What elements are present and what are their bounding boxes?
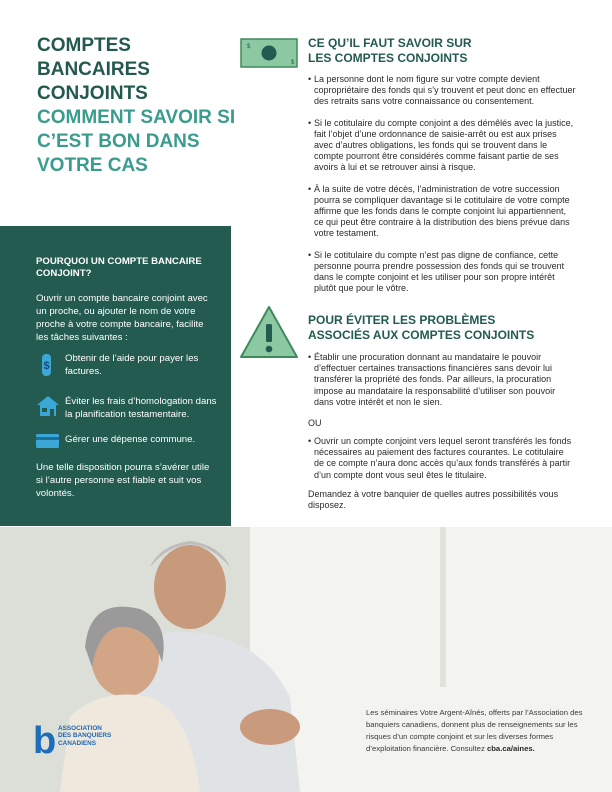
- logo-line-1: ASSOCIATION: [58, 725, 102, 732]
- section-know-title-line-1: CE QU’IL FAUT SAVOIR SUR: [308, 36, 472, 50]
- list-item: • Si le cotitulaire du compte n’est pas digne de confiance, cette personne pourra prendre possession des fonds qui se trouvent dans le compte conjoint et les utiliser pour son propre intérêt plutôt que pour le vôtre.: [308, 250, 576, 295]
- money-bag-icon: [36, 352, 60, 376]
- list-item: • Établir une procuration donnant au mandataire le pouvoir d’effectuer certaines transactions financières sans devoir lui transférer la propriété des fonds. Par ailleurs, la procuration impose au mandataire la responsabilité d’utiliser son pouvoir dans votre intérêt et non le sien.: [308, 352, 576, 408]
- section-know-title-line-2: LES COMPTES CONJOINTS: [308, 51, 468, 65]
- svg-text:$: $: [247, 44, 251, 50]
- sidebar-item-text: Obtenir de l’aide pour payer les factures.: [65, 353, 199, 377]
- list-item: • La personne dont le nom figure sur votre compte devient copropriétaire des fonds qui s’y trouvent et peut donc en effectuer des retraits sans votre connaissance ou consentement.: [308, 74, 576, 108]
- page-title: [37, 34, 237, 178]
- section-avoid-title-line-1: POUR ÉVITER LES PROBLÈMES: [308, 313, 496, 327]
- section-know-list: [308, 74, 576, 294]
- title-line-1: COMPTES BANCAIRES CONJOINTS: [37, 35, 150, 104]
- caption-text: Les séminaires Votre Argent-Aînés, offerts par l’Association des banquiers canadiens, donnent plus de renseignements sur les risques d’un compte conjoint et sur les diverses formes d’exploitation financière. Consultez: [366, 708, 583, 753]
- section-avoid-list-2: [308, 436, 576, 481]
- list-item: • Si le cotitulaire du compte conjoint a des démêlés avec la justice, fait l’objet d’une ordonnance de saisie-arrêt ou est aux prises avec d’autres obligations, les fonds qui se trouvent dans le compte pourront être considérés comme faisant partie de ses avoirs à lui et se retrouver ainsi à risque.: [308, 118, 576, 174]
- svg-text:$: $: [43, 360, 50, 372]
- cba-link[interactable]: cba.ca/aines.: [486, 744, 535, 753]
- sidebar-item-text: Gérer une dépense commune.: [65, 434, 196, 445]
- or-separator: OU: [308, 418, 322, 428]
- cba-logo: b: [33, 720, 57, 762]
- section-avoid-list-1: [308, 352, 576, 408]
- section-avoid-title: [308, 313, 568, 343]
- sidebar-outro: Une telle disposition pourra s’avérer utile si l’autre personne est fiable et suit vos volontés.: [36, 462, 210, 499]
- list-item: • À la suite de votre décès, l’administration de votre succession pourra se compliquer davantage si le cotitulaire de votre compte affirme que les fonds dans le compte conjoint lui appartiennent, ce qui peut être contraire à la distribution des biens prévue dans votre testament.: [308, 184, 576, 240]
- svg-text:$: $: [291, 60, 295, 66]
- warning-icon: [238, 304, 300, 365]
- sidebar-intro: Ouvrir un compte bancaire conjoint avec un proche, ou ajouter le nom de votre proche à votre compte bancaire, facilite les tâches suivantes :: [36, 293, 208, 343]
- title-line-2: COMMENT SAVOIR SI C’EST BON DANS VOTRE CAS: [37, 107, 236, 176]
- cba-logo-text: [58, 725, 128, 747]
- credit-card-icon: [36, 433, 60, 457]
- logo-line-2: DES BANQUIERS: [58, 732, 112, 740]
- section-know-title: [308, 36, 568, 66]
- logo-line-3: CANADIENS: [58, 739, 96, 747]
- closing-paragraph: Demandez à votre banquier de quelles autres possibilités vous disposez.: [308, 489, 559, 511]
- sidebar-heading: POURQUOI UN COMPTE BANCAIRE CONJOINT?: [36, 256, 202, 279]
- sidebar-item-text: Éviter les frais d’homologation dans la planification testamentaire.: [65, 396, 217, 420]
- seminar-caption: [366, 707, 596, 755]
- section-avoid-title-line-2: ASSOCIÉS AUX COMPTES CONJOINTS: [308, 328, 535, 342]
- banknote-icon: [240, 38, 298, 73]
- house-icon: [36, 395, 60, 419]
- why-joint-account-panel: [0, 226, 231, 526]
- list-item: • Ouvrir un compte conjoint vers lequel seront transférés les fonds nécessaires au paiement des factures courantes. Le cotitulaire de ce compte n’aura donc accès qu’aux fonds transférés à partir d’un compte dont vous seul êtes le titulaire.: [308, 436, 576, 481]
